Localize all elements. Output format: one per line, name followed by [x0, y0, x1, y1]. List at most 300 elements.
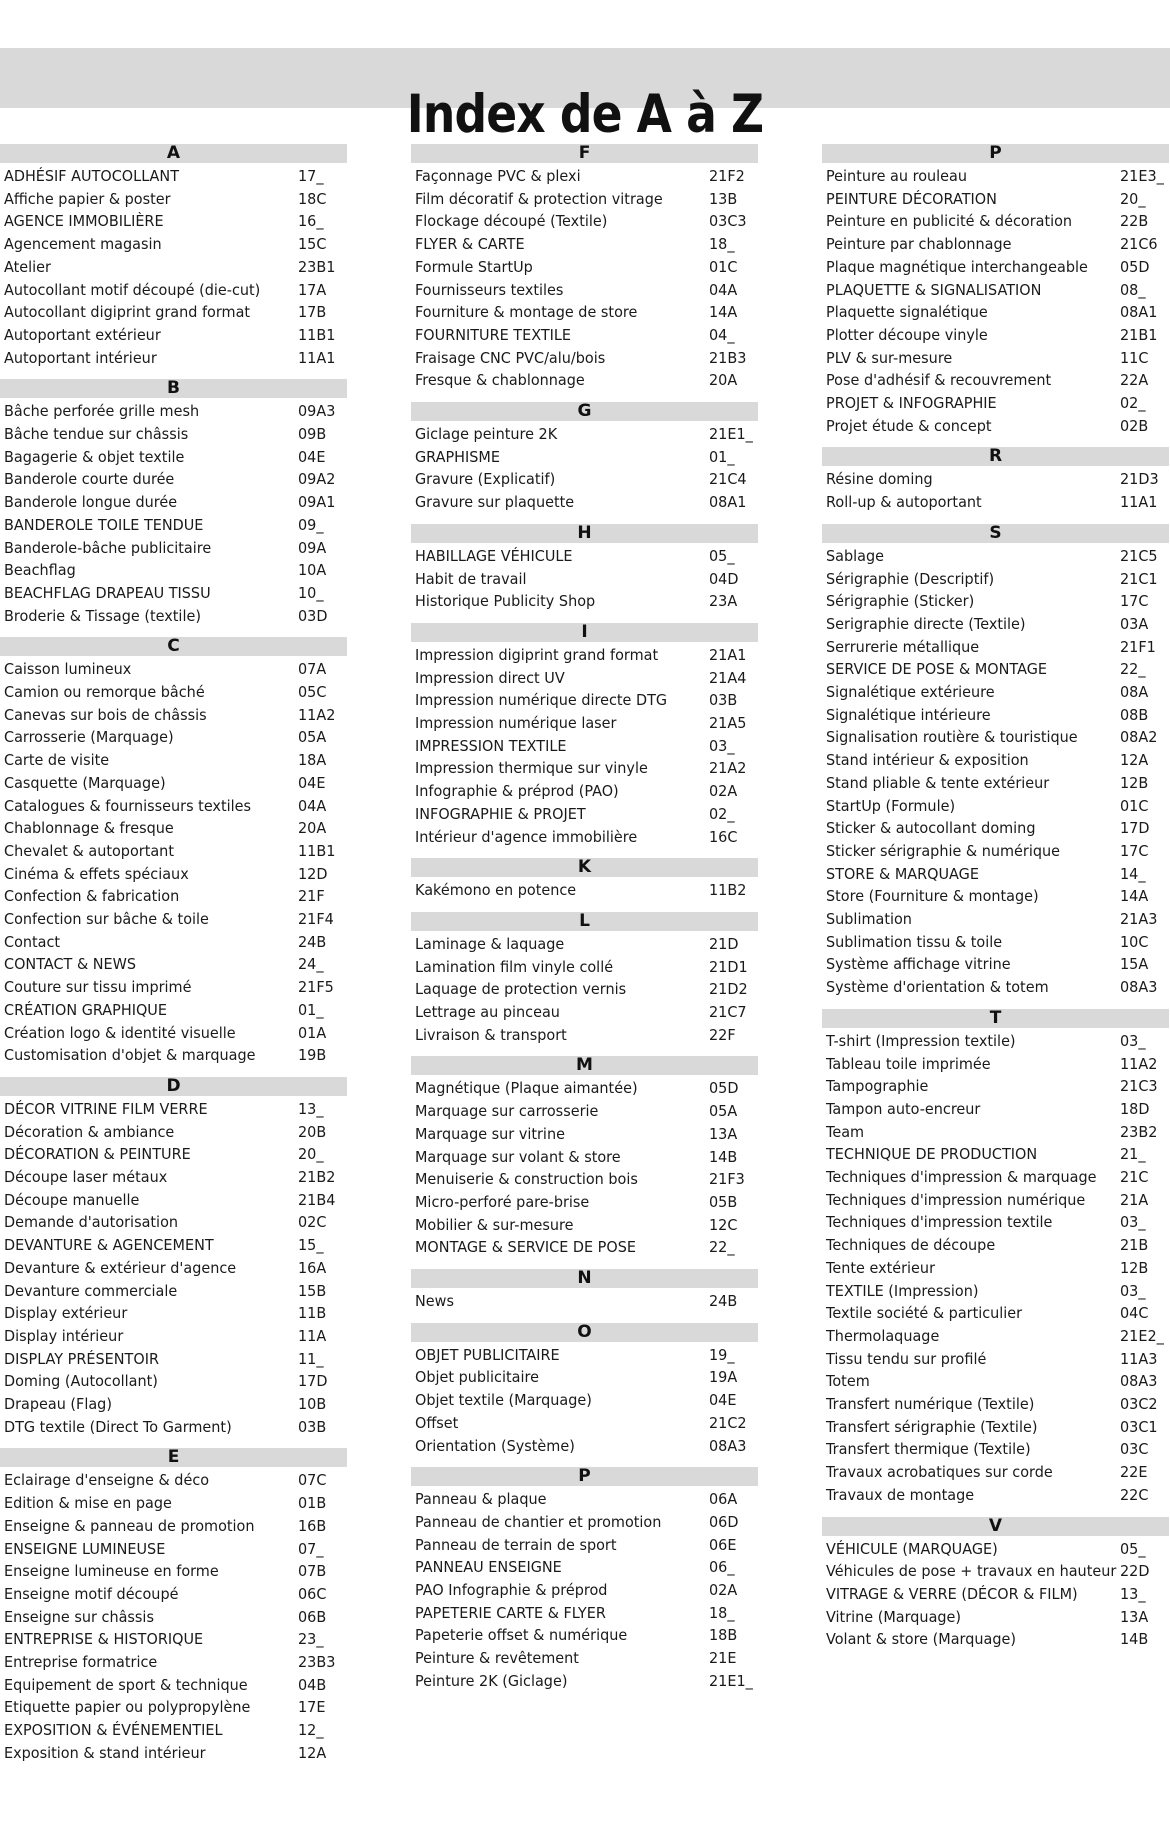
entry-code: 21C1 [1120, 569, 1158, 588]
index-entry [822, 1257, 1169, 1280]
entry-name: Sablage [826, 546, 884, 565]
index-entry [822, 1484, 1169, 1507]
index-entry [0, 1651, 347, 1674]
letter-header: R [822, 447, 1169, 466]
entry-code: 03C2 [1120, 1395, 1158, 1413]
index-entry [822, 1234, 1169, 1257]
entry-name: Peinture & revêtement [415, 1649, 579, 1668]
index-entry [0, 817, 347, 840]
index-entry [822, 1030, 1169, 1053]
entry-name: Sérigraphie (Sticker) [826, 592, 975, 611]
entry-name: STORE & MARQUAGE [826, 864, 979, 883]
index-entry [0, 726, 347, 749]
entry-name: DTG textile (Direct To Garment) [4, 1417, 232, 1436]
entry-name: Casquette (Marquage) [4, 773, 166, 792]
index-entry [822, 795, 1169, 818]
entry-code: 11C [1120, 348, 1149, 367]
entry-name: Panneau & plaque [415, 1490, 547, 1509]
index-entry [822, 1302, 1169, 1325]
entry-code: 21F5 [298, 978, 334, 997]
entry-code: 23_ [298, 1630, 324, 1649]
index-entry [0, 1416, 347, 1439]
index-entry [822, 908, 1169, 931]
entry-name: Chablonnage & fresque [4, 819, 174, 838]
entry-name: Confection sur bâche & toile [4, 910, 209, 928]
entry-code: 01C [1120, 796, 1149, 815]
entry-name: Menuiserie & construction bois [415, 1170, 638, 1189]
index-entry [0, 976, 347, 999]
letter-header: P [822, 144, 1169, 163]
entry-code: 18A [298, 751, 327, 770]
entry-name: Découpe laser métaux [4, 1168, 168, 1186]
entry-code: 03_ [1120, 1281, 1146, 1300]
entry-name: News [415, 1292, 454, 1310]
index-entry [822, 568, 1169, 591]
index-entry [411, 568, 758, 591]
entry-name: Serrurerie métallique [826, 637, 980, 656]
index-entry [0, 1302, 347, 1325]
entry-name: Découpe manuelle [4, 1190, 140, 1209]
index-entry [411, 369, 758, 392]
entry-name: GRAPHISME [415, 447, 500, 466]
entry-name: Autoportant extérieur [4, 325, 161, 344]
entry-code: 08A3 [709, 1436, 747, 1455]
entry-name: Signalétique intérieure [826, 705, 991, 724]
entry-code: 23B1 [298, 257, 336, 276]
entry-code: 02_ [709, 804, 735, 823]
index-entry [822, 658, 1169, 681]
entry-code: 08A [1120, 683, 1149, 701]
entry-code: 14B [1120, 1630, 1149, 1649]
entry-name: FLYER & CARTE [415, 235, 525, 254]
entry-name: Team [826, 1122, 865, 1141]
index-entry [411, 468, 758, 491]
entry-code: 08A3 [1120, 1372, 1158, 1391]
entry-code: 15A [1120, 955, 1149, 974]
index-entry [411, 1344, 758, 1367]
entry-name: EXPOSITION & ÉVÉNEMENTIEL [4, 1721, 223, 1740]
entry-code: 11A2 [1120, 1054, 1158, 1073]
index-entry [411, 1435, 758, 1458]
entry-name: Système d'orientation & totem [826, 978, 1049, 997]
entry-code: 03C3 [709, 212, 747, 231]
entry-code: 22F [709, 1025, 736, 1044]
entry-code: 05A [709, 1102, 738, 1121]
index-entry [411, 324, 758, 347]
entry-code: 08B [1120, 705, 1149, 724]
entry-code: 09A3 [298, 402, 336, 421]
index-entry [0, 1143, 347, 1166]
entry-name: Laquage de protection vernis [415, 980, 627, 999]
index-entry [0, 863, 347, 886]
index-entry [411, 1123, 758, 1146]
entry-name: Impression numérique laser [415, 714, 617, 732]
entry-code: 03_ [1120, 1213, 1146, 1232]
entry-code: 21D3 [1120, 470, 1159, 489]
entry-code: 21F1 [1120, 637, 1156, 656]
entry-code: 01A [298, 1023, 327, 1042]
entry-name: Banderole longue durée [4, 493, 178, 512]
index-entry [411, 165, 758, 188]
index-entry [411, 1077, 758, 1100]
index-entry [822, 863, 1169, 886]
index-entry [411, 590, 758, 613]
entry-name: Fraisage CNC PVC/alu/bois [415, 348, 606, 367]
entry-name: Objet textile (Marquage) [415, 1391, 592, 1410]
index-entry [411, 1100, 758, 1123]
letter-header: E [0, 1448, 347, 1467]
entry-name: Atelier [4, 257, 51, 276]
index-entry [822, 726, 1169, 749]
index-entry [822, 636, 1169, 659]
entry-code: 17B [298, 303, 327, 322]
entry-name: Kakémono en potence [415, 881, 577, 900]
index-entry [822, 165, 1169, 188]
entry-code: 20A [709, 371, 738, 390]
index-entry [411, 279, 758, 302]
entry-name: T-shirt (Impression textile) [826, 1031, 1016, 1050]
entry-name: DEVANTURE & AGENCEMENT [4, 1236, 214, 1255]
entry-code: 01_ [709, 447, 735, 466]
entry-code: 22E [1120, 1463, 1148, 1482]
entry-code: 11B1 [298, 325, 336, 344]
entry-name: Peinture au rouleau [826, 167, 967, 185]
index-entry [411, 1290, 758, 1313]
entry-name: Livraison & transport [415, 1025, 567, 1044]
entry-name: Façonnage PVC & plexi [415, 167, 581, 185]
entry-code: 24_ [298, 955, 324, 974]
entry-code: 22B [1120, 212, 1149, 231]
entry-code: 23B2 [1120, 1122, 1158, 1141]
entry-name: Gravure sur plaquette [415, 493, 575, 512]
index-entry [0, 840, 347, 863]
entry-name: Banderole courte durée [4, 470, 175, 489]
index-entry [0, 1234, 347, 1257]
entry-code: 22C [1120, 1485, 1149, 1504]
index-entry [822, 545, 1169, 568]
entry-name: Bagagerie & objet textile [4, 447, 185, 466]
entry-name: Transfert thermique (Textile) [826, 1440, 1031, 1459]
index-entry [822, 324, 1169, 347]
entry-code: 23B3 [298, 1653, 336, 1671]
entry-name: Carrosserie (Marquage) [4, 728, 174, 747]
entry-code: 03_ [1120, 1031, 1146, 1050]
entry-code: 21B1 [1120, 325, 1158, 344]
entry-code: 13B [709, 189, 738, 208]
entry-code: 04A [298, 796, 327, 815]
index-entry [411, 644, 758, 667]
entry-code: 22_ [709, 1238, 735, 1257]
entry-code: 05B [709, 1192, 738, 1211]
entry-name: Peinture 2K (Giclage) [415, 1671, 568, 1690]
index-entry [411, 712, 758, 735]
entry-code: 21F4 [298, 910, 334, 928]
entry-name: Tissu tendu sur profilé [826, 1349, 987, 1368]
entry-name: Gravure (Explicatif) [415, 470, 556, 489]
entry-code: 16B [298, 1516, 327, 1535]
entry-name: Peinture par chablonnage [826, 235, 1012, 254]
entry-name: Canevas sur bois de châssis [4, 705, 207, 724]
index-entry [0, 999, 347, 1022]
entry-code: 03A [1120, 614, 1149, 633]
entry-name: Stand intérieur & exposition [826, 751, 1029, 770]
index-entry [411, 1146, 758, 1169]
entry-code: 05D [709, 1079, 739, 1098]
entry-code: 21E [709, 1649, 737, 1668]
index-entry [0, 681, 347, 704]
entry-code: 08A1 [1120, 303, 1158, 322]
entry-name: Contact [4, 932, 61, 951]
entry-code: 21F [298, 887, 325, 906]
letter-header: G [411, 402, 758, 421]
entry-name: ADHÉSIF AUTOCOLLANT [4, 167, 180, 185]
entry-code: 06C [298, 1584, 327, 1603]
entry-name: Lamination film vinyle collé [415, 957, 614, 976]
index-entry [411, 757, 758, 780]
entry-code: 12A [298, 1743, 327, 1762]
index-entry [411, 1001, 758, 1024]
index-entry [822, 1438, 1169, 1461]
index-entry [0, 749, 347, 772]
entry-code: 05_ [709, 546, 735, 565]
index-entry [411, 1488, 758, 1511]
entry-name: Sticker & autocollant doming [826, 819, 1036, 838]
index-entry [0, 1492, 347, 1515]
entry-code: 11A2 [298, 705, 336, 724]
index-entry [0, 188, 347, 211]
entry-name: Plaque magnétique interchangeable [826, 257, 1088, 276]
index-entry [0, 953, 347, 976]
entry-code: 12B [1120, 773, 1149, 792]
entry-name: Transfert numérique (Textile) [826, 1395, 1035, 1413]
letter-header: A [0, 144, 347, 163]
entry-name: Tente extérieur [826, 1258, 935, 1277]
entry-code: 22D [1120, 1562, 1150, 1581]
entry-code: 21A [1120, 1190, 1149, 1209]
index-entry [822, 704, 1169, 727]
entry-name: Sublimation [826, 910, 912, 928]
entry-code: 24B [298, 932, 327, 951]
index-entry [822, 1348, 1169, 1371]
entry-code: 19B [298, 1046, 327, 1065]
index-entry [411, 491, 758, 514]
entry-code: 01C [709, 257, 738, 276]
entry-code: 10_ [298, 583, 324, 602]
entry-code: 06_ [709, 1558, 735, 1577]
entry-code: 24B [709, 1292, 738, 1310]
index-entry [0, 1166, 347, 1189]
entry-name: Store (Fourniture & montage) [826, 887, 1039, 906]
entry-name: PLV & sur-mesure [826, 348, 953, 367]
entry-name: PANNEAU ENSEIGNE [415, 1558, 562, 1577]
index-entry [0, 1370, 347, 1393]
entry-code: 18C [298, 189, 327, 208]
entry-name: PEINTURE DÉCORATION [826, 189, 997, 208]
entry-name: Banderole-bâche publicitaire [4, 538, 212, 557]
entry-name: MONTAGE & SERVICE DE POSE [415, 1238, 636, 1257]
entry-code: 03B [709, 691, 738, 710]
index-entry [822, 210, 1169, 233]
entry-code: 08_ [1120, 280, 1146, 299]
entry-code: 02C [298, 1213, 327, 1232]
index-entry [0, 559, 347, 582]
letter-header: C [0, 637, 347, 656]
entry-code: 17D [1120, 819, 1150, 838]
index-entry [411, 210, 758, 233]
index-entry [411, 780, 758, 803]
index-entry [0, 1719, 347, 1742]
entry-name: Display extérieur [4, 1304, 128, 1323]
index-entry [822, 468, 1169, 491]
index-entry [822, 840, 1169, 863]
entry-code: 06E [709, 1535, 737, 1554]
entry-name: PAO Infographie & préprod [415, 1581, 608, 1599]
entry-code: 02A [709, 782, 738, 801]
index-entry [411, 667, 758, 690]
entry-name: Autocollant digiprint grand format [4, 303, 251, 322]
index-entry [411, 933, 758, 956]
letter-header: P [411, 1467, 758, 1486]
entry-name: Devanture commerciale [4, 1281, 178, 1300]
index-entry [0, 491, 347, 514]
index-entry [0, 1257, 347, 1280]
entry-code: 17C [1120, 841, 1149, 860]
index-entry [411, 188, 758, 211]
entry-name: Enseigne & panneau de promotion [4, 1516, 255, 1535]
index-entry [411, 1412, 758, 1435]
index-entry [411, 1366, 758, 1389]
index-entry [822, 749, 1169, 772]
entry-name: Flockage découpé (Textile) [415, 212, 608, 231]
entry-code: 20A [298, 819, 327, 838]
entry-name: Objet publicitaire [415, 1368, 539, 1387]
entry-code: 04E [298, 773, 326, 792]
entry-name: Orientation (Système) [415, 1436, 575, 1455]
index-entry [411, 1236, 758, 1259]
entry-name: Thermolaquage [826, 1326, 940, 1345]
entry-code: 19_ [709, 1345, 735, 1364]
entry-code: 21E2_ [1120, 1326, 1164, 1345]
index-entry [822, 1628, 1169, 1651]
index-entry [411, 1168, 758, 1191]
index-entry [822, 1325, 1169, 1348]
index-entry [411, 347, 758, 370]
entry-name: PAPETERIE CARTE & FLYER [415, 1603, 606, 1622]
entry-name: Demande d'autorisation [4, 1213, 179, 1232]
entry-code: 10B [298, 1395, 327, 1413]
index-entry [822, 976, 1169, 999]
entry-code: 06D [709, 1512, 739, 1531]
index-entry [0, 1211, 347, 1234]
index-entry [0, 301, 347, 324]
entry-name: Techniques d'impression & marquage [826, 1168, 1097, 1186]
entry-code: 10A [298, 561, 327, 580]
entry-code: 15B [298, 1281, 327, 1300]
entry-name: Doming (Autocollant) [4, 1372, 158, 1391]
entry-name: CRÉATION GRAPHIQUE [4, 1000, 167, 1019]
entry-code: 04E [298, 447, 326, 466]
letter-header: K [411, 858, 758, 877]
entry-name: PLAQUETTE & SIGNALISATION [826, 280, 1042, 299]
index-entry [0, 772, 347, 795]
index-entry [0, 279, 347, 302]
index-entry [822, 279, 1169, 302]
entry-name: Bâche perforée grille mesh [4, 402, 200, 421]
entry-code: 14_ [1120, 864, 1146, 883]
index-entry [822, 1370, 1169, 1393]
entry-code: 03C1 [1120, 1417, 1158, 1436]
entry-code: 21D1 [709, 957, 748, 976]
entry-name: Tampon auto-encreur [826, 1099, 981, 1118]
entry-name: Caisson lumineux [4, 660, 132, 679]
letter-header: T [822, 1009, 1169, 1028]
index-entry [0, 423, 347, 446]
entry-code: 09_ [298, 515, 324, 534]
index-entry [0, 446, 347, 469]
index-entry [822, 1416, 1169, 1439]
entry-code: 02_ [1120, 394, 1146, 412]
index-entry [411, 956, 758, 979]
entry-name: Devanture & extérieur d'agence [4, 1258, 237, 1277]
entry-name: Habit de travail [415, 569, 527, 588]
letter-header: V [822, 1517, 1169, 1536]
index-entry [822, 1098, 1169, 1121]
entry-name: Totem [826, 1372, 870, 1391]
entry-name: Laminage & laquage [415, 934, 565, 953]
entry-code: 14A [1120, 887, 1149, 906]
index-entry [822, 1461, 1169, 1484]
entry-name: Fresque & chablonnage [415, 371, 585, 390]
entry-name: FOURNITURE TEXTILE [415, 325, 572, 344]
entry-name: StartUp (Formule) [826, 796, 956, 815]
entry-code: 16A [298, 1258, 327, 1277]
entry-code: 04A [709, 280, 738, 299]
index-entry [0, 1515, 347, 1538]
index-entry [822, 369, 1169, 392]
entry-code: 11A3 [1120, 1349, 1158, 1368]
entry-name: Etiquette papier ou polypropylène [4, 1698, 251, 1717]
entry-code: 13_ [1120, 1584, 1146, 1603]
entry-name: Micro-perforé pare-brise [415, 1192, 590, 1211]
entry-code: 08A3 [1120, 978, 1158, 997]
entry-code: 18_ [709, 235, 735, 254]
index-entry [411, 1389, 758, 1412]
entry-code: 16C [709, 827, 738, 846]
entry-name: Sticker sérigraphie & numérique [826, 841, 1061, 860]
entry-name: Travaux de montage [826, 1485, 975, 1504]
entry-name: Edition & mise en page [4, 1494, 172, 1513]
index-entry [0, 1044, 347, 1067]
index-entry [411, 1670, 758, 1693]
entry-name: Mobilier & sur-mesure [415, 1215, 574, 1234]
entry-name: Résine doming [826, 470, 933, 489]
entry-code: 04B [298, 1675, 327, 1694]
index-entry [411, 1214, 758, 1237]
entry-code: 18D [1120, 1099, 1150, 1118]
index-entry [0, 1560, 347, 1583]
index-entry [0, 582, 347, 605]
index-entry [411, 446, 758, 469]
index-entry [0, 1538, 347, 1561]
index-entry [0, 658, 347, 681]
entry-name: ENSEIGNE LUMINEUSE [4, 1539, 166, 1558]
entry-code: 21A1 [709, 645, 747, 664]
entry-name: Marquage sur vitrine [415, 1124, 565, 1143]
entry-name: Enseigne lumineuse en forme [4, 1562, 219, 1581]
entry-name: Equipement de sport & technique [4, 1675, 248, 1694]
entry-name: PROJET & INFOGRAPHIE [826, 394, 997, 412]
entry-code: 09A1 [298, 493, 336, 512]
